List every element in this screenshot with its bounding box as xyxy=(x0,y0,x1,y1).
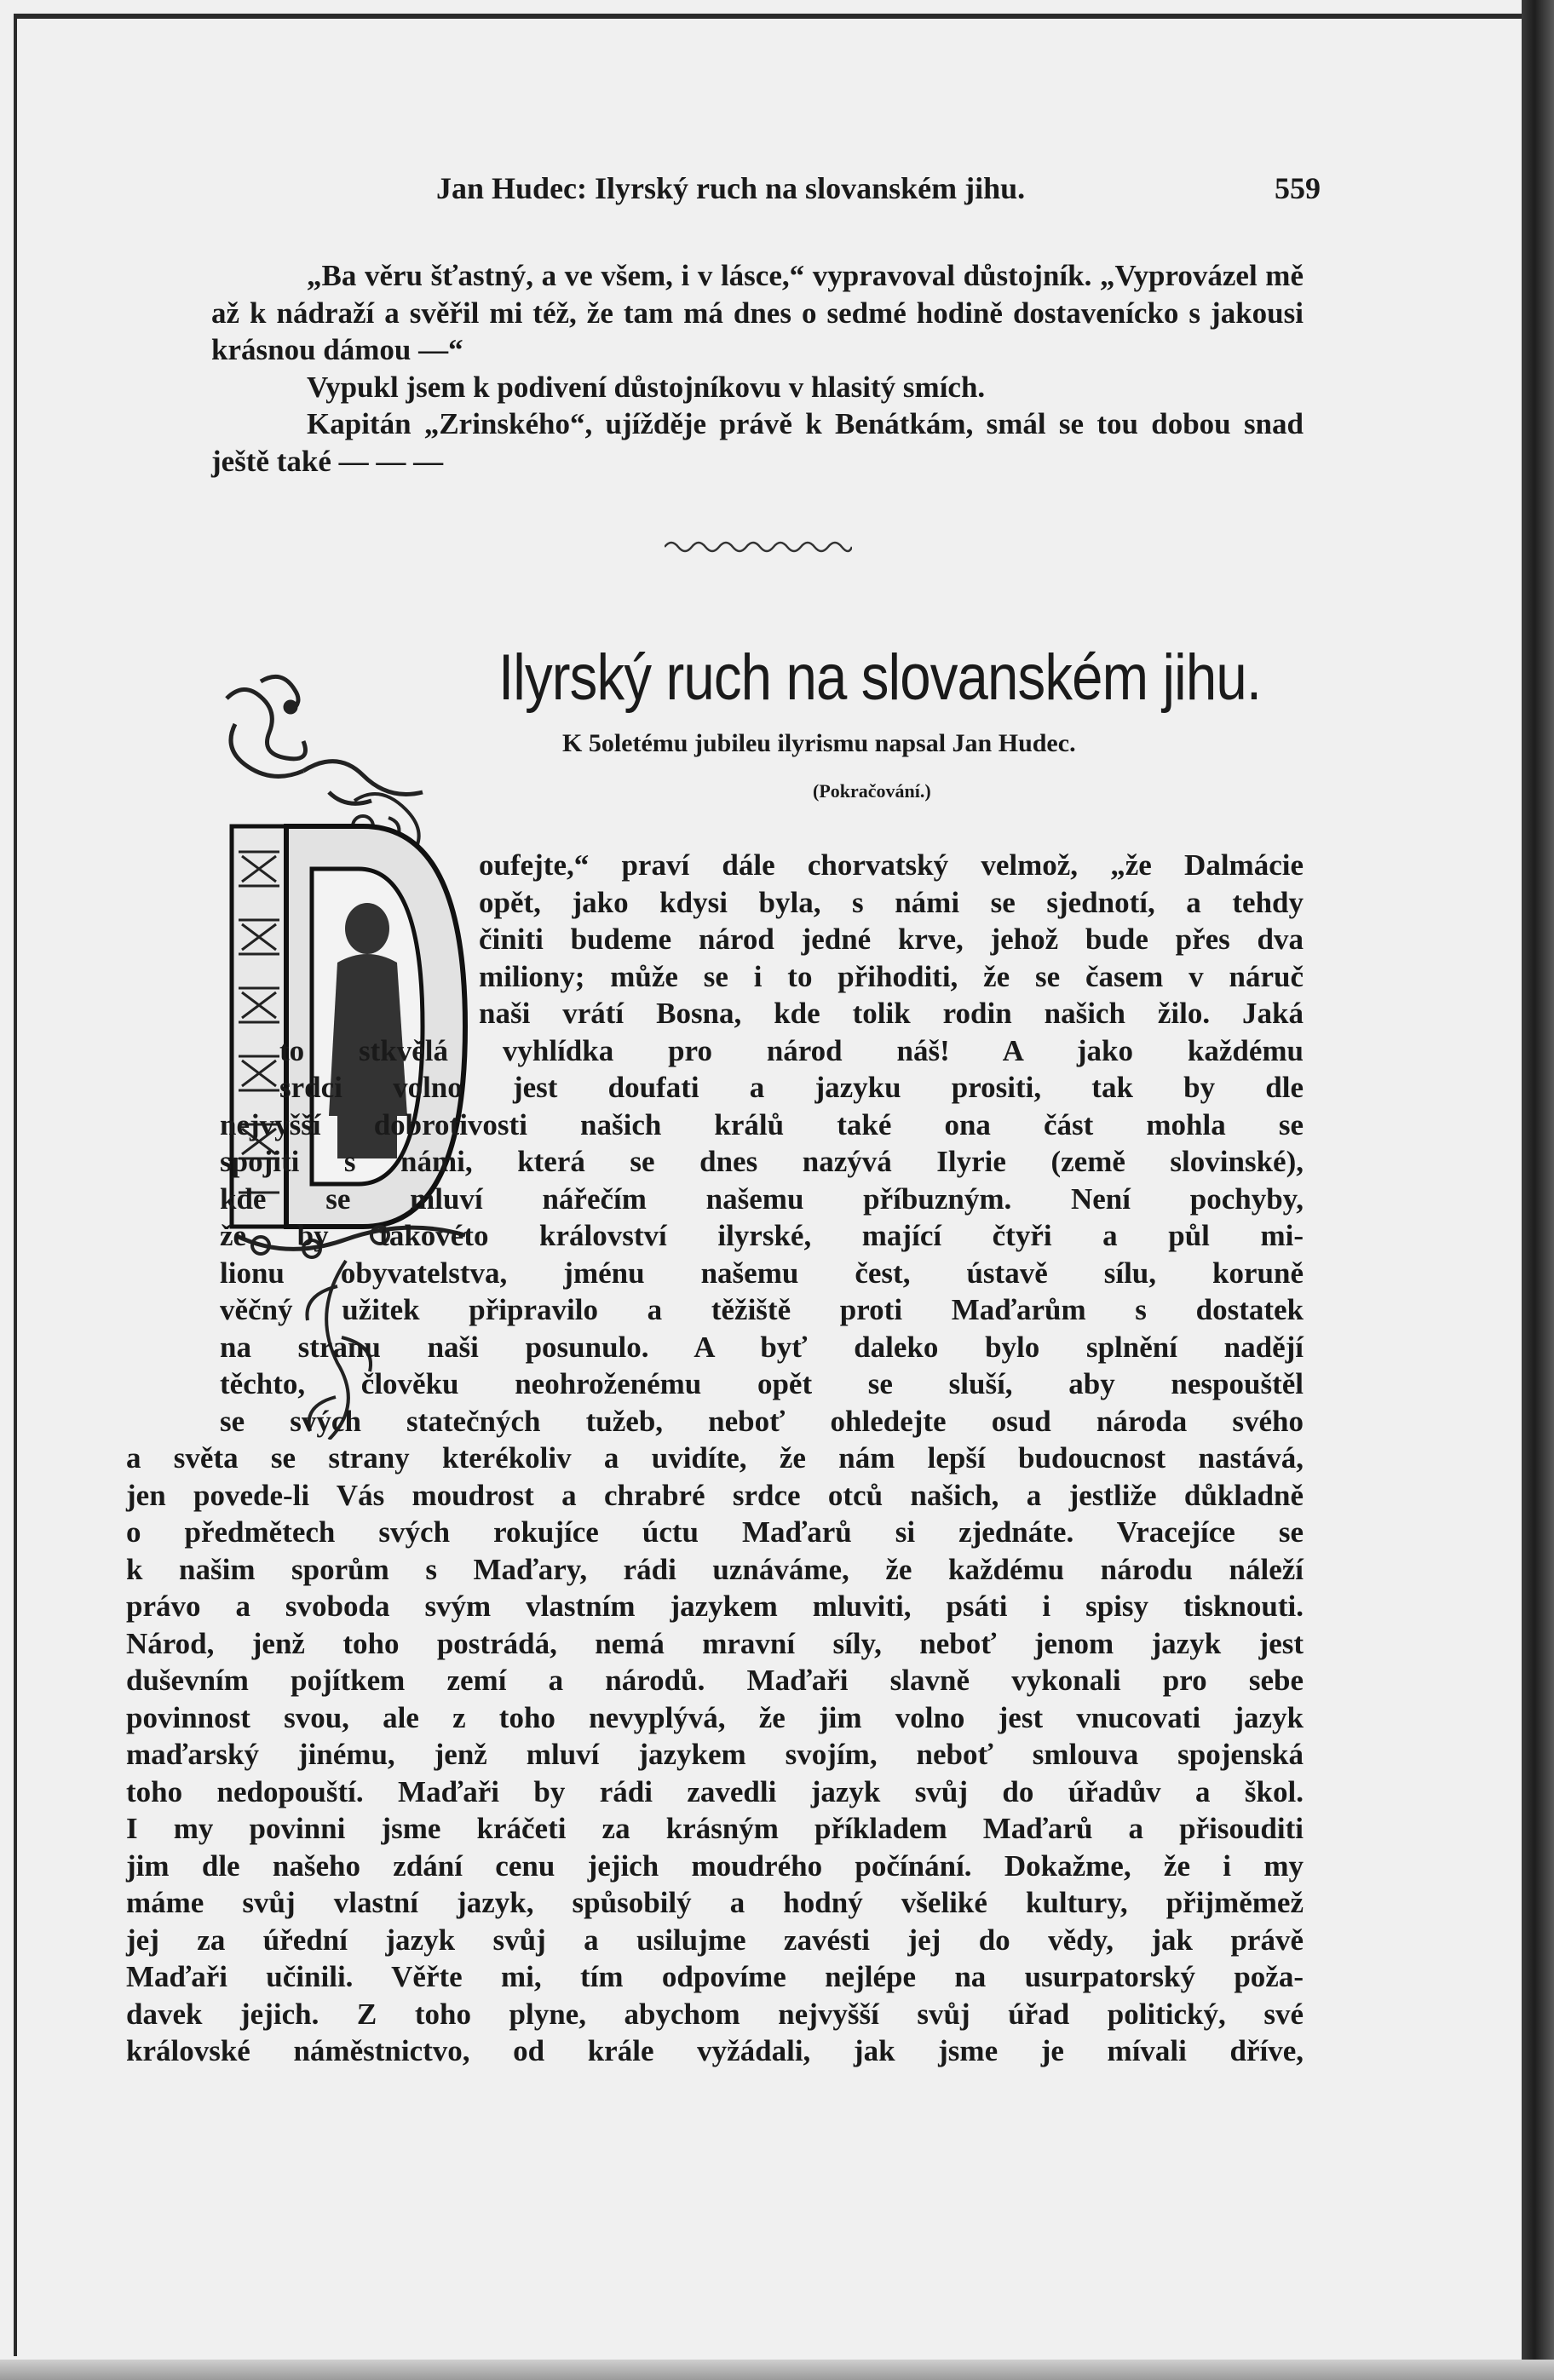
intro-paragraph-3: Kapitán „Zrinského“, ujížděje právě k Benátkám, smál se tou dobou snad ještě také — — — xyxy=(211,407,1304,478)
scan-edge-right xyxy=(1522,0,1554,2380)
article-line: srdci volno jest doufati a jazyku prositi, tak by dle xyxy=(279,1071,1304,1104)
article-line: I my povinni jsme kráčeti za krásným příkladem Maďarů a přisouditi xyxy=(126,1812,1304,1845)
scan-edge-bottom xyxy=(0,2360,1554,2380)
article-subtitle: K 5oletému jubileu ilyrismu napsal Jan Hudec. xyxy=(562,729,1076,757)
intro-paragraph-1: „Ba věru šťastný, a ve všem, i v lásce,“ vypravoval důstojník. „Vyprovázel mě až k nádraží a svěřil mi též, že tam má dnes o sedmé hodině dostavenícko s jakousi krásnou dámou —“ xyxy=(211,259,1304,366)
article-line: činiti budeme národ jedné krve, jehož bude přes dva xyxy=(479,923,1304,956)
article-line: nejvyšší dobrotivosti našich králů také ona část mohla se xyxy=(220,1107,1304,1141)
intro-text xyxy=(211,257,1304,480)
article-line: k našim sporům s Maďary, rádi uznáváme, že každému národu náleží xyxy=(126,1552,1304,1586)
article-title: Ilyrský ruch na slovanském jihu. xyxy=(498,641,1262,714)
running-title: Jan Hudec: Ilyrský ruch na slovanském jihu. xyxy=(436,171,1026,205)
article-line: duševním pojítkem zemí a národů. Maďaři slavně vykonali pro sebe xyxy=(126,1664,1304,1697)
intro-paragraph-2: Vypukl jsem k podivení důstojníkovu v hlasitý smích. xyxy=(307,370,986,404)
article-line: oufejte,“ praví dále chorvatský velmož, „že Dalmácie xyxy=(479,848,1304,882)
article-line: naši vrátí Bosna, kde tolik rodin našich žilo. Jaká xyxy=(479,997,1304,1030)
article-line: na stranu naši posunulo. A byť daleko bylo splnění nadějí xyxy=(220,1330,1304,1364)
article-line: a světa se strany kterékoliv a uvidíte, že nám lepší budoucnost nastává, xyxy=(126,1441,1304,1475)
article-line: jen povede-li Vás moudrost a chrabré srdce otců našich, a jestliže důkladně xyxy=(126,1478,1304,1512)
article-line: královské náměstnictvo, od krále vyžádali, jak jsme je mívali dříve, xyxy=(126,2034,1304,2067)
dragon-ornament-icon xyxy=(227,676,423,803)
article-line: davek jejich. Z toho plyne, abychom nejvyšší svůj úřad politický, své xyxy=(126,1997,1304,2031)
article-line: toho nedopouští. Maďaři by rádi zavedli jazyk svůj do úřadův a škol. xyxy=(126,1774,1304,1808)
article-line: věčný užitek připravilo a těžiště proti Maďarům s dostatek xyxy=(220,1293,1304,1326)
article-line: Národ, jenž toho postrádá, nemá mravní síly, neboť jenom jazyk jest xyxy=(126,1626,1304,1660)
article-line: jim dle našeho zdání cenu jejich moudrého počínání. Dokažme, že i my xyxy=(126,1848,1304,1883)
article-line: maďarský jinému, jenž mluví jazykem svojím, neboť smlouva spojenská xyxy=(126,1738,1304,1771)
section-divider-ornament xyxy=(665,535,852,555)
running-header xyxy=(213,170,1321,211)
continuation-note: (Pokračování.) xyxy=(813,780,931,802)
article-line: Maďaři učinili. Věřte mi, tím odpovíme nejlépe na usurpatorský poža- xyxy=(126,1960,1304,1993)
article-line: těchto, člověku neohroženému opět se sluší, aby nespouštěl xyxy=(220,1367,1304,1400)
article-line: kde se mluví nářečím našemu příbuzným. Není pochyby, xyxy=(220,1181,1304,1216)
article-line: spojiti s námi, která se dnes nazývá Ilyrie (země slovinské), xyxy=(220,1145,1304,1178)
article-line: o předmětech svých rokujíce úctu Maďarů si zjednáte. Vracejíce se xyxy=(126,1515,1304,1549)
article-line: právo a svoboda svým vlastním jazykem mluviti, psáti i spisy tisknouti. xyxy=(126,1590,1304,1623)
article-line: miliony; může se i to přihoditi, že se časem v náruč xyxy=(479,959,1304,993)
article-line: lionu obyvatelstva, jménu našemu čest, ústavě sílu, koruně xyxy=(220,1256,1304,1290)
article-line: jej za úřední jazyk svůj a usilujme zavésti jej do vědy, jak právě xyxy=(126,1923,1304,1957)
page-number: 559 xyxy=(1275,171,1321,205)
article-line: se svých statečných tužeb, neboť ohledejte osud národa svého xyxy=(220,1404,1304,1438)
article-line: to stkvělá vyhlídka pro národ náš! A jako každému xyxy=(279,1033,1304,1067)
article-line: opět, jako kdysi byla, s námi se sjednotí, a tehdy xyxy=(479,885,1304,919)
article-line: že by takovéto království ilyrské, mající čtyři a půl mi- xyxy=(220,1219,1304,1252)
article-line: povinnost svou, ale z toho nevyplývá, že jim volno jest vnucovati jazyk xyxy=(126,1700,1304,1734)
article-line: máme svůj vlastní jazyk, spůsobilý a hodný všeliké kultury, přijměmež xyxy=(126,1886,1304,1919)
